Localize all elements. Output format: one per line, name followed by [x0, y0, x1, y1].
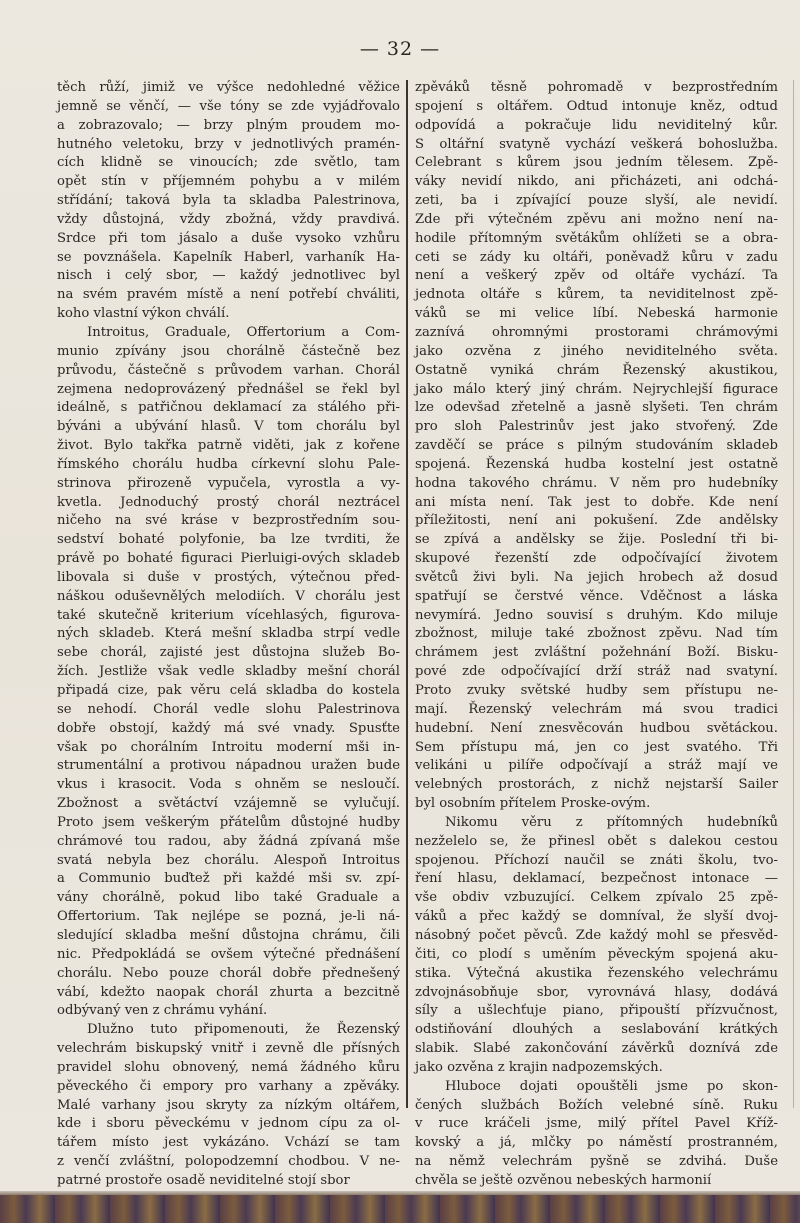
text-line: zavděčí se práce s pilným studováním skladeb — [415, 438, 778, 454]
text-line: příležitosti, není ani pokušení. Zde andělsky — [415, 513, 778, 529]
left-text-column — [57, 79, 400, 1191]
text-line: mají. Řezenský velechrám má svou tradici — [415, 701, 778, 717]
text-line: jako ozvěna z krajin nadpozemských. — [415, 1059, 663, 1075]
text-line: ničeho na své kráse v bezprostředním sou- — [57, 513, 400, 529]
text-line: z venčí zvláštní, polopodzemní chodbou. V ne- — [57, 1154, 400, 1170]
text-line: odbývaný ven z chrámu vyhání. — [57, 1003, 268, 1019]
text-line: nisch i celý sbor, — každý jednotlivec byl — [57, 268, 400, 284]
text-line: býváni a ubývání hlasů. V tom chorálu byl — [57, 419, 400, 435]
text-line: odstiňování dlouhých a seslabování krátkých — [415, 1022, 778, 1038]
text-line: Ostatně vyniká chrám Řezenský akustikou, — [415, 362, 778, 378]
text-line: náškou oduševnělých melodiích. V chorálu jest — [57, 588, 400, 604]
text-line: vány chorálně, pokud libo také Graduale a — [57, 890, 400, 906]
text-line: tářem místo jest vykázáno. Vchází se tam — [57, 1135, 400, 1151]
text-line: na němž velechrám pyšně se zdvihá. Duše — [415, 1154, 778, 1170]
text-line: zejmena nedoprovázený přednášel se řekl byl — [57, 381, 400, 397]
text-line: spojení s oltářem. Odtud intonuje kněz, odtud — [415, 98, 778, 114]
text-line: Zbožnost a světáctví vzájemně se vylučují. — [57, 796, 400, 812]
text-line: však po chorálním Introitu moderní mši in- — [57, 739, 400, 755]
text-line: nic. Předpokládá se ovšem výtečné přednášení — [57, 946, 400, 962]
text-line: se nehodí. Chorál vedle slohu Palestrinova — [57, 701, 400, 717]
text-line: Introitus, Graduale, Offertorium a Com- — [87, 324, 400, 340]
text-line: slabik. Slabé zakončování závěrků doznívá zde — [415, 1041, 778, 1057]
text-line: římského chorálu hudba církevní slohu Pale- — [57, 456, 400, 472]
text-line: váků a přec každý se domníval, že slyší dvoj- — [415, 909, 778, 925]
text-line: S oltářní svatyně vychází veškerá bohoslužba. — [415, 136, 778, 152]
book-edge-strip — [0, 1195, 800, 1223]
text-line: spojenou. Příchozí naučil se znáti školu, tvo- — [415, 852, 778, 868]
text-line: spatřují se čerstvé věnce. Vděčnost a láska — [415, 588, 778, 604]
text-line: pěveckého či empory pro varhany a zpěváky. — [57, 1078, 400, 1094]
text-line: stika. Výtečná akustika řezenského velechrámu — [415, 965, 778, 981]
text-line: sledující skladba mešní důstojna chrámu, čili — [57, 927, 400, 943]
text-line: není a veškerý zpěv od oltáře vychází. Ta — [415, 268, 778, 284]
text-line: Proto jsem veškerým přátelům důstojné hudby — [57, 814, 400, 830]
text-line: váky nevidí nikdo, ani přicházeti, ani odchá- — [415, 174, 778, 190]
text-line: zaznívá ohromnými prostorami chrámovými — [415, 324, 778, 340]
text-line: hodile přítomným světákům ohlížeti se a obra- — [415, 230, 778, 246]
text-line: čených službách Božích velebné síně. Ruku — [415, 1097, 778, 1113]
page-edge-rule — [793, 80, 794, 1108]
text-line: spojená. Řezenská hudba kostelní jest ostatně — [415, 456, 778, 472]
text-line: síly a ušlechťuje piano, připouští přízvučnost, — [415, 1003, 778, 1019]
text-line: pravidel slohu obnovený, nemá žádného kůru — [57, 1059, 400, 1075]
text-line: hutného veletoku, brzy v jednotlivých pramén- — [57, 136, 400, 152]
text-line: Nikomu věru z přítomných hudebníků — [445, 814, 778, 830]
text-line: chrámové tou radou, aby žádná zpívaná mše — [57, 833, 400, 849]
text-line: a zobrazovalo; — brzy plným proudem mo- — [57, 117, 400, 133]
text-line: velebných prostorách, z nichž nejstarší Sailer — [415, 777, 778, 793]
text-line: nevymírá. Jedno souvisí s druhým. Kdo miluje — [415, 607, 778, 623]
text-line: zbožnost, miluje také zbožnost zpěvu. Nad tím — [415, 626, 778, 642]
text-line: vše obdiv vzbuzující. Celkem zpívalo 25 zpě- — [415, 890, 778, 906]
text-line: čiti, co plodí s uměním pěveckým spojená aku- — [415, 946, 778, 962]
text-line: jemně se věnčí, — vše tóny se zde vyjádřovalo — [57, 98, 400, 114]
text-line: chorálu. Nebo pouze chorál dobře přednešený — [57, 965, 400, 981]
text-line: koho vlastní výkon chválí. — [57, 306, 230, 322]
text-line: strumentální a protivou nápadnou uražen bude — [57, 758, 400, 774]
text-line: Celebrant s kůrem jsou jedním tělesem. Zpě- — [415, 155, 778, 171]
text-line: sedství bohaté polyfonie, ba lze tvrditi, že — [57, 532, 400, 548]
text-line: patrné prostoře osadě neviditelné stojí sbor — [57, 1172, 350, 1188]
text-line: dobře obstojí, každý má své vnady. Spusťte — [57, 720, 400, 736]
text-line: vábí, kdežto naopak chorál zhurta a bezcitně — [57, 984, 400, 1000]
text-line: se zpívá a andělsky se žije. Poslední tři bi- — [415, 532, 778, 548]
text-line: velikáni u pilíře odpočívají a stráž mají ve — [415, 758, 778, 774]
text-line: kvetla. Jednoduchý prostý chorál neztrácel — [57, 494, 400, 510]
text-line: chrámem jest zvláštní požehnání Boží. Bisku- — [415, 645, 778, 661]
text-line: Srdce při tom jásalo a duše vysoko vzhůru — [57, 230, 400, 246]
text-line: velechrám biskupský vnitř i zevně dle přísných — [57, 1041, 400, 1057]
text-line: zeti, ba i zpívající pouze slyší, ale nevidí. — [415, 193, 778, 209]
text-line: hodna takového chrámu. V něm pro hudebníky — [415, 475, 778, 491]
text-line: v ruce kráčeli jsme, milý přítel Pavel Kříž- — [415, 1116, 778, 1132]
text-line: Dlužno tuto připomenouti, že Řezenský — [87, 1022, 400, 1038]
text-line: zdvojnásobňuje sbor, vyrovnává hlasy, dodává — [415, 984, 778, 1000]
column-divider-rule — [406, 80, 408, 1108]
text-line: sebe chorál, zajisté jest důstojna služeb Bo- — [57, 645, 400, 661]
text-line: Zde při výtečném zpěvu ani možno není na- — [415, 211, 778, 227]
text-line: ani místa není. Tak jest to dobře. Kde není — [415, 494, 778, 510]
text-line: opět stín v příjemném pohybu a v milém — [57, 174, 400, 190]
text-line: a Communio buďtež při každé mši sv. zpí- — [57, 871, 400, 887]
text-line: Offertorium. Tak nejlépe se pozná, je-li ná- — [57, 909, 400, 925]
text-line: svatá nebyla bez chorálu. Alespoň Introitus — [57, 852, 400, 868]
text-line: ideálně, s patřičnou deklamací za stálého při- — [57, 400, 400, 416]
text-line: ření hlasu, deklamací, bezpečnost intonace — — [415, 871, 778, 887]
text-line: jako málo který jiný chrám. Nejrychlejší figurace — [415, 381, 778, 397]
text-line: na svém pravém místě a není potřebí chváliti, — [57, 287, 400, 303]
text-line: ceti se zády ku oltáři, poněvadž kůru v zadu — [415, 249, 778, 265]
text-line: hudební. Není znesvěcován hudbou světáckou. — [415, 720, 778, 736]
text-line: nezželelo se, že přinesl obět s dalekou cestou — [415, 833, 778, 849]
text-line: Proto zvuky světské hudby sem přístupu ne- — [415, 683, 778, 698]
text-line: jednota oltáře s kůrem, ta neviditelnost zpě- — [415, 287, 778, 303]
text-line: Malé varhany jsou skryty za nízkým oltářem, — [57, 1097, 400, 1113]
text-line: byl osobním přítelem Proske-ovým. — [415, 796, 651, 812]
text-line: se povznášela. Kapelník Haberl, varhaník Ha- — [57, 249, 400, 265]
text-line: střídání; taková byla ta skladba Palestrinova, — [57, 193, 400, 209]
text-line: vkus i krasocit. Voda s ohněm se nesloučí. — [57, 777, 400, 793]
text-line: násobný počet pěvců. Zde každý mohl se přesvěd- — [415, 927, 778, 943]
text-line: zpěváků těsně pohromadě v bezprostředním — [415, 80, 778, 95]
text-line: strinova přirozeně vypučela, vyrostla a vy- — [57, 475, 400, 491]
text-line: žích. Jestliže však vedle skladby mešní chorál — [57, 664, 400, 680]
text-line: světců živi byli. Na jejich hrobech až dosud — [415, 569, 778, 585]
text-line: lze odevšad zřetelně a jasně slyšeti. Ten chrám — [415, 400, 778, 416]
text-line: pové zde odpočívající drží stráž nad svatyní. — [415, 664, 778, 680]
page-number: — 32 — — [359, 38, 441, 60]
text-line: kde i sboru pěveckému v jednom cípu za ol- — [57, 1116, 400, 1132]
text-line: vždy důstojná, vždy zbožná, vždy pravdivá. — [57, 211, 400, 227]
text-line: odpovídá a pokračuje lidu neviditelný kůr. — [415, 117, 778, 133]
text-line: ných skladeb. Která mešní skladba strpí vedle — [57, 626, 400, 642]
text-line: Sem přístupu má, jen co jest svatého. Tři — [415, 739, 778, 755]
text-line: právě po bohaté figuraci Pierluigi-ových skladeb — [57, 551, 400, 567]
text-line: kovský a já, mlčky po náměstí prostranném, — [415, 1135, 778, 1151]
text-line: také skutečně kriterium vícehlasých, figurova- — [57, 607, 400, 623]
text-line: připadá cize, pak věru celá skladba do kostela — [57, 683, 400, 698]
text-line: munio zpívány jsou chorálně částečně bez — [57, 343, 400, 359]
right-text-column — [415, 79, 778, 1191]
text-line: pro sloh Palestrinův jest jako stvořený. Zde — [415, 419, 778, 435]
text-line: cích klidně se vinoucích; zde světlo, tam — [57, 155, 400, 171]
text-line: skupové řezenští zde odpočívající životem — [415, 551, 778, 567]
text-line: život. Bylo takřka patrně viděti, jak z kořene — [57, 438, 400, 454]
text-line: jako ozvěna z jiného neviditelného světa. — [415, 343, 778, 359]
text-line: průvodu, částečně s průvodem varhan. Chorál — [57, 362, 400, 378]
text-line: těch růží, jimiž ve výšce nedohledné věžice — [57, 80, 400, 95]
text-line: váků se mi velice líbí. Nebeská harmonie — [415, 306, 778, 322]
text-line: Hluboce dojati opouštěli jsme po skon- — [445, 1078, 778, 1094]
text-line: libovala si duše v prostých, výtečnou před- — [57, 569, 400, 585]
text-line: chvěla se ještě ozvěnou nebeských harmonií — [415, 1172, 712, 1188]
